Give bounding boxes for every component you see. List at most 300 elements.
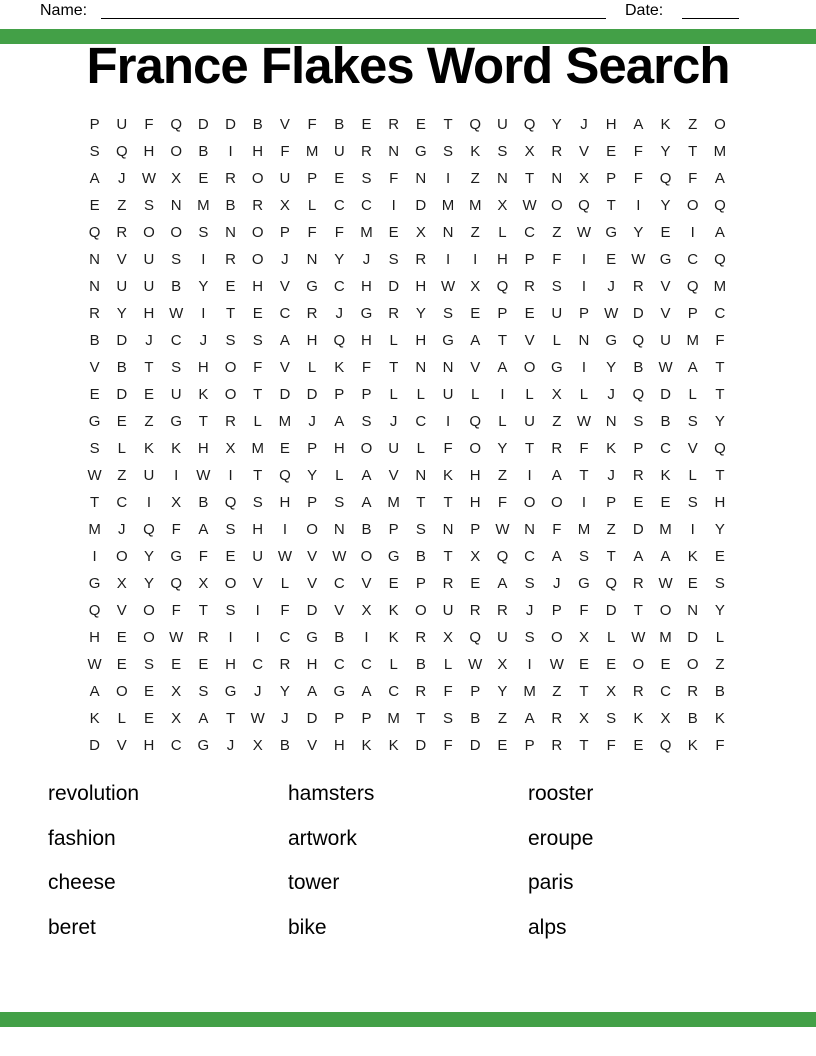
grid-letter: Y (551, 116, 562, 133)
grid-letter: M (360, 224, 373, 241)
grid-letter: I (690, 224, 695, 241)
grid-letter: Q (496, 548, 509, 565)
grid-letter: S (443, 710, 454, 727)
grid-letter: V (307, 548, 318, 565)
grid-letter: F (307, 224, 317, 241)
grid-letter: M (523, 683, 536, 700)
grid-letter: V (470, 359, 481, 376)
bottom-divider-bar (0, 1012, 816, 1027)
grid-letter: S (225, 332, 236, 349)
grid-letter: P (279, 224, 290, 241)
grid-letter: G (170, 548, 182, 565)
grid-letter: J (281, 251, 289, 268)
grid-letter: O (306, 521, 318, 538)
grid-letter: V (660, 305, 671, 322)
grid-letter: T (253, 467, 263, 484)
grid-letter: O (686, 656, 699, 673)
grid-letter: K (334, 359, 345, 376)
grid-letter: H (333, 737, 345, 754)
grid-letter: N (333, 521, 345, 538)
grid-letter: P (415, 575, 426, 592)
grid-letter: A (524, 710, 535, 727)
grid-letter: W (522, 197, 537, 214)
grid-letter: S (361, 170, 372, 187)
grid-letter: M (387, 494, 400, 511)
grid-letter: C (361, 656, 372, 673)
grid-letter: H (469, 467, 481, 484)
grid-letter: O (251, 224, 264, 241)
grid-letter: K (660, 467, 671, 484)
word-list (48, 772, 768, 950)
grid-letter: R (524, 278, 536, 295)
grid-letter: R (116, 224, 128, 241)
grid-letter: I (391, 197, 396, 214)
grid-letter: D (306, 710, 318, 727)
grid-letter: S (415, 521, 426, 538)
grid-letter: J (199, 332, 208, 349)
grid-letter: M (577, 521, 591, 538)
grid-letter: K (633, 710, 644, 727)
grid-letter: R (687, 683, 699, 700)
grid-letter: P (606, 494, 617, 511)
grid-letter: O (143, 224, 155, 241)
grid-letter: Q (88, 224, 101, 241)
grid-letter: I (201, 305, 206, 322)
grid-letter: F (443, 737, 453, 754)
grid-letter: J (553, 575, 561, 592)
grid-letter: G (170, 413, 182, 430)
grid-letter: E (660, 656, 671, 673)
grid-letter: P (334, 710, 345, 727)
grid-letter: T (715, 386, 725, 403)
grid-letter: L (498, 413, 507, 430)
grid-letter: E (171, 656, 182, 673)
grid-letter: Y (714, 521, 725, 538)
grid-letter: G (306, 278, 318, 295)
grid-letter: U (524, 413, 536, 430)
grid-letter: H (89, 629, 101, 646)
grid-letter: R (388, 116, 400, 133)
grid-letter: N (225, 224, 236, 241)
grid-letter: M (251, 440, 264, 457)
grid-letter: R (415, 251, 427, 268)
grid-letter: D (197, 116, 209, 133)
grid-letter: V (388, 467, 399, 484)
grid-letter: S (578, 548, 589, 565)
grid-letter: E (497, 737, 508, 754)
grid-letter: U (116, 278, 128, 295)
grid-letter: B (116, 359, 127, 376)
grid-letter: C (714, 305, 726, 322)
grid-letter: O (115, 548, 128, 565)
grid-letter: I (201, 251, 206, 268)
grid-letter: X (551, 386, 562, 403)
grid-letter: H (306, 332, 318, 349)
grid-letter: F (253, 359, 263, 376)
grid-letter: N (442, 521, 454, 538)
grid-letter: R (632, 575, 644, 592)
date-label: Date: (625, 2, 664, 19)
grid-letter: K (171, 440, 182, 457)
grid-letter: N (605, 413, 617, 430)
grid-letter: U (496, 116, 508, 133)
grid-letter: T (90, 494, 100, 511)
grid-letter: L (579, 386, 589, 403)
grid-letter: G (415, 143, 427, 160)
grid-letter: Y (334, 251, 345, 268)
grid-letter: P (307, 170, 318, 187)
grid-letter: V (279, 278, 290, 295)
grid-letter: N (524, 521, 536, 538)
grid-letter: E (116, 413, 127, 430)
grid-letter: G (578, 575, 590, 592)
grid-letter: S (143, 656, 154, 673)
grid-letter: C (524, 224, 536, 241)
grid-letter: X (660, 710, 671, 727)
grid-letter: E (279, 440, 290, 457)
grid-letter: E (714, 548, 725, 565)
grid-letter: G (224, 683, 237, 700)
grid-letter: Y (415, 305, 426, 322)
grid-letter: D (306, 386, 318, 403)
grid-letter: H (225, 656, 236, 673)
grid-letter: U (333, 143, 345, 160)
grid-letter: A (497, 575, 508, 592)
grid-letter: C (660, 440, 671, 457)
grid-letter: I (445, 170, 451, 187)
grid-letter: W (87, 467, 102, 484)
grid-letter: Z (497, 710, 507, 727)
word-column (288, 772, 528, 950)
grid-letter: K (470, 143, 481, 160)
grid-letter: L (335, 467, 344, 484)
grid-letter: A (89, 170, 100, 187)
grid-letter: R (388, 305, 400, 322)
grid-letter: Y (660, 197, 671, 214)
grid-letter: R (197, 629, 209, 646)
grid-letter: J (607, 467, 615, 484)
grid-letter: R (632, 683, 644, 700)
grid-letter: W (604, 305, 619, 322)
grid-letter: G (605, 224, 617, 241)
grid-letter: W (658, 575, 673, 592)
grid-letter: P (89, 116, 100, 133)
grid-letter: R (415, 683, 427, 700)
grid-letter: C (524, 548, 536, 565)
grid-letter: P (633, 440, 644, 457)
grid-letter: S (198, 683, 209, 700)
grid-letter: B (687, 710, 698, 727)
grid-letter: Y (198, 278, 209, 295)
grid-letter: W (549, 656, 564, 673)
grid-letter: H (306, 656, 318, 673)
grid-letter: W (631, 251, 646, 268)
grid-letter: P (307, 494, 318, 511)
grid-letter: E (361, 116, 372, 133)
grid-letter: I (581, 251, 587, 268)
grid-letter: Y (143, 548, 154, 565)
grid-letter: I (228, 467, 233, 484)
grid-letter: B (334, 629, 345, 646)
grid-letter: Q (714, 251, 726, 268)
grid-letter: L (117, 710, 126, 727)
grid-letter: S (524, 629, 535, 646)
grid-letter: I (445, 413, 451, 430)
grid-letter: F (633, 143, 643, 160)
grid-letter: W (658, 359, 673, 376)
grid-letter: C (660, 683, 671, 700)
grid-letter: K (388, 629, 399, 646)
grid-letter: X (606, 683, 617, 700)
grid-letter: J (253, 683, 262, 700)
grid-letter: N (442, 359, 454, 376)
grid-letter: E (633, 494, 644, 511)
grid-letter: O (659, 602, 672, 619)
grid-letter: W (495, 521, 510, 538)
grid-letter: V (524, 332, 535, 349)
grid-letter: Y (307, 467, 318, 484)
grid-letter: D (89, 737, 101, 754)
grid-letter: G (659, 251, 672, 268)
grid-letter: W (141, 170, 157, 187)
grid-letter: W (468, 656, 483, 673)
grid-letter: H (197, 440, 209, 457)
grid-letter: X (171, 494, 182, 511)
grid-letter: K (388, 737, 399, 754)
grid-letter: X (578, 629, 589, 646)
grid-letter: Q (279, 467, 291, 484)
grid-letter: A (361, 683, 372, 700)
grid-letter: F (688, 170, 698, 187)
grid-letter: A (361, 467, 372, 484)
grid-letter: F (171, 602, 181, 619)
grid-letter: Q (659, 170, 672, 187)
grid-letter: B (714, 683, 725, 700)
grid-letter: C (361, 197, 372, 214)
grid-letter: Z (144, 413, 154, 430)
grid-letter: Y (714, 413, 725, 430)
grid-letter: H (333, 440, 345, 457)
word-column (528, 772, 768, 950)
grid-letter: P (361, 710, 372, 727)
grid-letter: Q (523, 116, 536, 133)
grid-letter: E (660, 494, 671, 511)
grid-letter: A (198, 710, 209, 727)
grid-letter: Q (224, 494, 237, 511)
grid-letter: L (498, 224, 507, 241)
grid-letter: H (143, 305, 155, 322)
grid-letter: U (143, 467, 155, 484)
grid-letter: F (389, 170, 399, 187)
grid-letter: V (307, 737, 318, 754)
grid-letter: W (196, 467, 211, 484)
grid-letter: S (388, 251, 399, 268)
grid-letter: L (471, 386, 480, 403)
grid-letter: I (228, 143, 233, 160)
grid-letter: X (578, 710, 589, 727)
grid-letter: S (443, 305, 454, 322)
grid-letter: R (632, 467, 644, 484)
grid-letter: G (550, 359, 563, 376)
grid-letter: C (279, 629, 291, 646)
grid-letter: V (361, 575, 372, 592)
grid-letter: E (687, 575, 698, 592)
grid-letter: E (470, 305, 481, 322)
grid-letter: O (360, 548, 373, 565)
grid-letter: I (636, 197, 641, 214)
grid-letter: C (415, 413, 427, 430)
grid-letter: O (143, 602, 155, 619)
grid-letter: Z (470, 170, 480, 187)
grid-letter: O (143, 629, 155, 646)
grid-letter: X (578, 170, 589, 187)
grid-letter: S (334, 494, 345, 511)
grid-letter: V (578, 143, 589, 160)
grid-letter: C (333, 575, 345, 592)
grid-letter: M (387, 710, 400, 727)
grid-letter: F (579, 440, 589, 457)
grid-letter: S (225, 521, 236, 538)
grid-letter: X (415, 224, 426, 241)
word-item: artwork (288, 826, 357, 850)
grid-letter: O (115, 683, 128, 700)
grid-letter: R (469, 602, 481, 619)
grid-letter: T (443, 548, 453, 565)
grid-letter: I (228, 629, 233, 646)
grid-letter: O (523, 359, 536, 376)
grid-letter: C (279, 305, 291, 322)
grid-letter: A (334, 413, 345, 430)
grid-letter: F (361, 359, 372, 376)
grid-letter: U (388, 440, 400, 457)
grid-letter: T (253, 386, 263, 403)
grid-letter: N (578, 332, 590, 349)
grid-letter: N (415, 170, 427, 187)
grid-letter: E (143, 386, 154, 403)
grid-letter: J (226, 737, 235, 754)
grid-letter: E (388, 224, 399, 241)
grid-letter: Z (117, 467, 127, 484)
grid-letter: S (361, 413, 372, 430)
letter-grid (81, 111, 734, 759)
grid-letter: K (687, 548, 698, 565)
grid-letter: F (171, 521, 181, 538)
grid-letter: F (606, 737, 616, 754)
grid-letter: H (252, 278, 264, 295)
grid-letter: L (525, 386, 534, 403)
grid-letter: N (89, 278, 101, 295)
grid-letter: P (524, 737, 535, 754)
grid-letter: R (442, 575, 454, 592)
grid-letter: A (470, 332, 481, 349)
grid-letter: R (551, 737, 563, 754)
grid-letter: W (576, 413, 592, 430)
grid-letter: K (388, 602, 399, 619)
grid-letter: Q (686, 278, 699, 295)
grid-letter: Z (117, 197, 127, 214)
grid-letter: E (252, 305, 263, 322)
grid-letter: P (524, 251, 535, 268)
grid-letter: T (416, 494, 426, 511)
grid-letter: F (715, 737, 725, 754)
grid-letter: E (334, 170, 345, 187)
grid-letter: J (281, 710, 289, 727)
grid-letter: X (470, 278, 481, 295)
grid-letter: O (550, 494, 563, 511)
grid-letter: E (606, 251, 617, 268)
grid-letter: E (606, 143, 617, 160)
word-item: fashion (48, 826, 116, 850)
grid-letter: I (581, 494, 587, 511)
grid-letter: L (688, 467, 697, 484)
grid-letter: C (116, 494, 128, 511)
name-blank-line (101, 17, 606, 19)
grid-letter: H (415, 332, 427, 349)
grid-letter: N (306, 251, 318, 268)
grid-letter: G (333, 683, 346, 700)
grid-letter: P (334, 386, 345, 403)
grid-letter: E (388, 575, 399, 592)
grid-letter: S (524, 575, 535, 592)
grid-letter: X (497, 656, 508, 673)
grid-letter: T (443, 494, 453, 511)
grid-letter: W (250, 710, 265, 727)
grid-letter: S (687, 413, 698, 430)
grid-letter: B (660, 413, 671, 430)
grid-letter: U (143, 278, 155, 295)
grid-letter: I (364, 629, 369, 646)
grid-letter: T (633, 602, 643, 619)
grid-letter: D (225, 116, 236, 133)
grid-letter: Q (496, 278, 509, 295)
grid-letter: Z (497, 467, 507, 484)
grid-letter: V (334, 602, 345, 619)
grid-letter: X (497, 197, 508, 214)
grid-letter: E (415, 116, 426, 133)
grid-letter: D (116, 332, 128, 349)
grid-letter: Q (714, 197, 726, 214)
grid-letter: I (581, 359, 587, 376)
grid-letter: T (497, 332, 507, 349)
grid-letter: L (715, 629, 725, 646)
grid-letter: T (225, 305, 236, 322)
grid-letter: D (279, 386, 291, 403)
grid-letter: Y (143, 575, 154, 592)
grid-letter: W (169, 305, 184, 322)
grid-letter: I (527, 467, 532, 484)
grid-letter: R (225, 170, 236, 187)
grid-letter: Z (606, 521, 616, 538)
grid-letter: T (443, 116, 453, 133)
grid-letter: F (198, 548, 208, 565)
grid-letter: V (279, 359, 290, 376)
grid-letter: K (143, 440, 154, 457)
grid-letter: E (470, 575, 481, 592)
grid-letter: L (606, 629, 616, 646)
word-item: cheese (48, 871, 116, 895)
grid-letter: S (89, 440, 100, 457)
grid-letter: F (497, 494, 507, 511)
grid-letter: H (197, 359, 209, 376)
grid-letter: J (335, 305, 344, 322)
grid-letter: R (89, 305, 101, 322)
grid-letter: A (714, 224, 725, 241)
grid-letter: B (334, 116, 345, 133)
grid-letter: V (116, 251, 127, 268)
grid-letter: T (225, 710, 236, 727)
grid-letter: X (470, 548, 481, 565)
grid-letter: N (89, 251, 101, 268)
